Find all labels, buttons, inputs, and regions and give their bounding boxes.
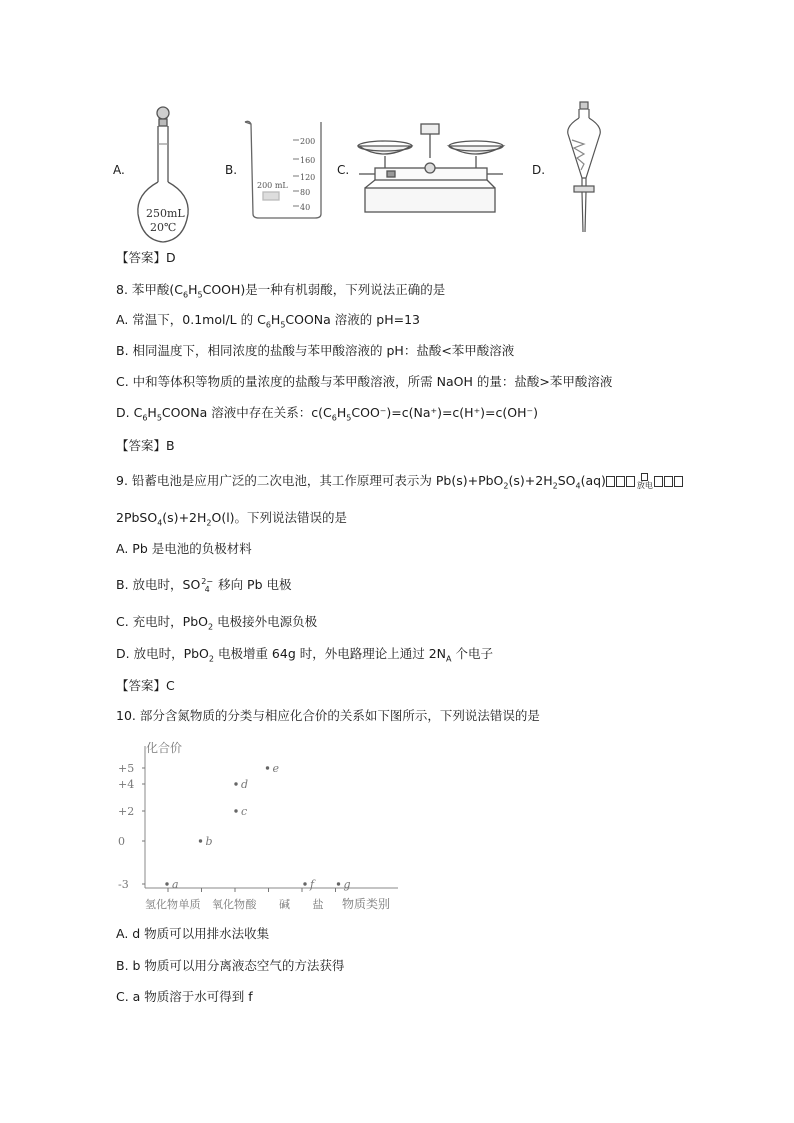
x-tick-label: 碱	[279, 898, 290, 911]
data-point-e	[266, 766, 269, 769]
q9-line2-prefix: 2PbSO	[116, 510, 158, 525]
q9-line2-mid: (s)+2H	[162, 510, 207, 525]
balance-figure	[353, 118, 511, 220]
q10-option-c: C. a 物质溶于水可得到 f	[116, 989, 253, 1004]
discharge-label: 放电	[636, 480, 653, 490]
nitrogen-valence-chart	[112, 738, 408, 918]
beaker-mark-120: 120	[300, 173, 316, 182]
data-point-c	[234, 809, 237, 812]
q9-option-c-tail: 电极接外电源负极	[213, 614, 318, 629]
q9-stem-text: 9. 铅蓄电池是应用广泛的二次电池，其工作原理可表示为 Pb(s)+PbO	[116, 473, 504, 488]
x-tick-label: 氢化物	[145, 898, 178, 911]
missing-glyph-icon	[674, 476, 683, 487]
x-tick-label: 单质	[178, 898, 201, 911]
option-a-label: A.	[113, 163, 125, 177]
q9-option-b-prefix: B. 放电时，SO	[116, 577, 201, 592]
separatory-funnel-figure	[560, 100, 610, 238]
q9-option-d-mid: 电极增重 64g 时，外电路理论上通过 2N	[213, 646, 447, 661]
x-axis-title: 物质类别	[342, 897, 391, 911]
option-c-label: C.	[337, 163, 350, 177]
q8-option-d-mid: COONa 溶液中存在关系：c(C	[161, 405, 332, 420]
data-point-label-d: d	[241, 778, 249, 791]
q10-option-a: A. d 物质可以用排水法收集	[116, 926, 270, 941]
x-tick-label: 酸	[245, 898, 257, 911]
y-axis-title: 化合价	[146, 741, 183, 755]
y-tick-label: +4	[118, 778, 135, 791]
y-tick-label: +2	[118, 805, 135, 818]
q9-line2-tail: O(l)。下列说法错误的是	[211, 510, 348, 525]
q9-option-b: B. 放电时，SO2− 4 移向 Pb 电极	[116, 577, 292, 594]
x-tick-label: 盐	[312, 898, 324, 911]
q8-option-c: C. 中和等体积等物质的量浓度的盐酸与苯甲酸溶液，所需 NaOH 的量：盐酸>苯甲酸溶液	[116, 374, 613, 389]
data-point-g	[337, 882, 340, 885]
q9-stem-mid: (s)+2H	[508, 473, 553, 488]
data-point-b	[199, 839, 202, 842]
q8-option-d-prefix: D. C	[116, 405, 143, 420]
beaker-volume-label: 200 mL	[257, 181, 288, 190]
answer-value: C	[166, 678, 175, 693]
data-point-label-a: a	[172, 878, 179, 891]
missing-glyph-icon	[626, 476, 635, 487]
q8-option-a-text: A. 常温下，0.1mol/L 的 C	[116, 312, 266, 327]
q9-option-b-tail: 移向 Pb 电极	[214, 577, 292, 592]
q8-option-d-tail: COO⁻)=c(Na⁺)=c(H⁺)=c(OH⁻)	[351, 405, 538, 420]
flask-volume-label: 250mL	[146, 207, 185, 220]
q9-option-d-tail: 个电子	[451, 646, 493, 661]
flask-temp-label: 20℃	[150, 221, 177, 234]
q8-option-b: B. 相同温度下，相同浓度的盐酸与苯甲酸溶液的 pH：盐酸<苯甲酸溶液	[116, 343, 515, 358]
answer-value: B	[166, 438, 175, 453]
data-point-label-c: c	[241, 805, 248, 818]
q9-option-d: D. 放电时，PbO$_2$ 电极增重 64g 时，外电路理论上通过 $2N_A$ 个电子	[116, 646, 493, 664]
q10-stem: 10. 部分含氮物质的分类与相应化合价的关系如下图所示，下列说法错误的是	[116, 708, 540, 723]
option-b-label: B.	[225, 163, 238, 177]
data-point-f	[303, 882, 306, 885]
data-point-label-f: f	[310, 878, 315, 891]
y-tick-label: -3	[118, 878, 129, 891]
q9-option-a: A. Pb 是电池的负极材料	[116, 541, 252, 556]
q8-option-a: A. 常温下，0.1mol/L 的 $C_6H_5COONa$ 溶液的 pH=13	[116, 312, 420, 330]
q8-stem: 8. 苯甲酸$(C_6H_5COOH)$是一种有机弱酸，下列说法正确的是	[116, 282, 446, 300]
q8-option-a-tail: COONa 溶液的 pH=13	[285, 312, 420, 327]
y-tick-label: +5	[118, 762, 135, 775]
data-point-a	[165, 882, 168, 885]
q7-answer	[116, 248, 176, 266]
data-point-label-g: g	[343, 878, 351, 891]
q9-stem-mid3: (aq)	[580, 473, 606, 488]
x-tick-label: 氧化物	[212, 898, 245, 911]
q9-stem-line2: $2PbSO_4(s)+2H_2O(l)$。下列说法错误的是	[116, 510, 348, 528]
q9-option-c-prefix: C. 充电时，PbO	[116, 614, 208, 629]
q9-option-c: C. 充电时，PbO$_2$ 电极接外电源负极	[116, 614, 318, 632]
answer-label: 【答案】	[116, 678, 167, 693]
q9-option-d-prefix: D. 放电时，PbO	[116, 646, 209, 661]
beaker-mark-40: 40	[300, 203, 311, 212]
q9-stem-mid2: SO	[557, 473, 576, 488]
missing-glyph-icon	[616, 476, 625, 487]
data-point-d	[234, 782, 237, 785]
beaker-mark-200: 200	[300, 137, 316, 146]
q8-stem-prefix: 8. 苯甲酸(C	[116, 282, 184, 297]
q10-option-b: B. b 物质可以用分离液态空气的方法获得	[116, 958, 345, 973]
q8-answer	[116, 436, 175, 454]
answer-label: 【答案】	[116, 438, 167, 453]
reaction-arrow-label	[637, 473, 653, 490]
missing-glyph-icon	[664, 476, 673, 487]
y-tick-label: 0	[118, 835, 125, 848]
volumetric-flask-figure	[128, 104, 198, 246]
answer-label: 【答案】	[116, 250, 167, 265]
missing-glyph-icon	[654, 476, 663, 487]
q9-answer	[116, 676, 175, 694]
option-d-label: D.	[532, 163, 546, 177]
data-point-label-e: e	[272, 762, 280, 775]
beaker-figure	[243, 118, 325, 222]
data-point-label-b: b	[205, 835, 213, 848]
beaker-mark-160: 160	[300, 156, 316, 165]
q8-stem-suffix: COOH)是一种有机弱酸，下列说法正确的是	[202, 282, 446, 297]
q8-option-d: D. $C_6H_5COONa$ 溶液中存在关系：$c(C_6H_5COO^-)=c(Na^+)=c(H^+)=c(OH^-)$	[116, 405, 538, 423]
answer-value: D	[166, 250, 176, 265]
missing-glyph-icon	[606, 476, 615, 487]
beaker-mark-80: 80	[300, 188, 311, 197]
q9-stem: 9. 铅蓄电池是应用广泛的二次电池，其工作原理可表示为 $Pb(s)+PbO_2(s)+2H_2SO_4(aq)$ 放电	[116, 472, 684, 490]
